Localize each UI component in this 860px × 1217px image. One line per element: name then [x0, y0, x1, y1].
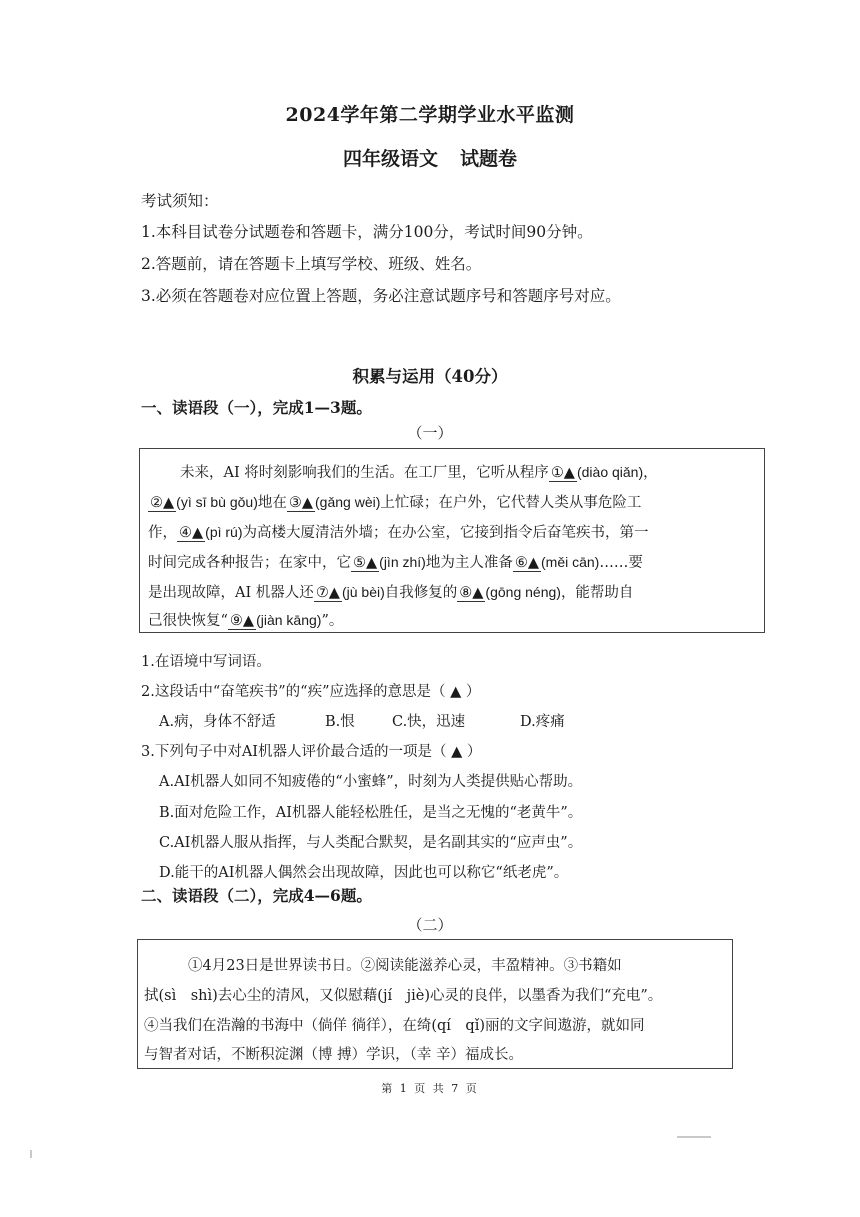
blank-3: ③▲ — [288, 495, 314, 511]
notice-item-3: 3.必须在答题卷对应位置上答题，务必注意试题序号和答题序号对应。 — [141, 287, 621, 305]
q3-option-a: A.AI机器人如同不知疲倦的“小蜜蜂”，时刻为人类提供贴心帮助。 — [159, 774, 583, 790]
section-title: 积累与运用（40分） — [352, 367, 508, 386]
q2-option-d: D.疼痛 — [520, 714, 565, 730]
notice-item-2: 2.答题前，请在答题卡上填写学校、班级、姓名。 — [141, 255, 482, 273]
exam-title: 2024学年第二学期学业水平监测 — [285, 104, 575, 126]
q2-option-b: B.恨 — [325, 714, 355, 730]
passage-box-1 — [139, 448, 765, 633]
subtitle-grade: 四年级语文 — [342, 148, 438, 170]
q2-option-a: A.病，身体不舒适 — [159, 714, 276, 730]
q3-option-c: C.AI机器人服从指挥，与人类配合默契，是名副其实的“应声虫”。 — [159, 835, 583, 851]
passage2-line-1: ①4月23日是世界读书日。②阅读能滋养心灵，丰盈精神。③书籍如 — [188, 958, 622, 974]
passage2-line-4: 与智者对话，不断积淀渊（博 搏）学识，（幸 辛）福成长。 — [144, 1047, 523, 1063]
passage1-line-3: 作， ④▲ (pì rú)为高楼大厦清洁外墙；在办公室，它接到指令后奋笔疾书，第一 — [148, 524, 649, 541]
blank-1: ①▲ — [550, 465, 575, 481]
part1-heading: 一、读语段（一），完成1—3题。 — [141, 398, 372, 417]
passage2-line-3: ④当我们在浩瀚的书海中（倘佯 徜徉），在绮(qí qǐ)丽的文字间遨游，就如同 — [144, 1018, 645, 1034]
subtitle-paper: 试题卷 — [460, 148, 518, 170]
question-2: 2.这段话中“奋笔疾书”的“疾”应选择的意思是（ ▲ ） — [141, 684, 481, 700]
blank-9: ⑨▲ — [229, 613, 255, 629]
passage-box-2 — [137, 939, 733, 1069]
blank-5: ⑤▲ — [353, 555, 378, 571]
page-footer: 第 1 页 共 7 页 — [381, 1082, 479, 1095]
blank-7: ⑦▲ — [315, 585, 340, 601]
q3-option-d: D.能干的AI机器人偶然会出现故障，因此也可以称它“纸老虎”。 — [159, 865, 569, 881]
passage2-line-2: 拭(sì shì)去心尘的清风，又似慰藉(jí jiè)心灵的良伴，以墨香为我们“充电”。 — [144, 988, 663, 1004]
blank-6: ⑥▲ — [514, 555, 539, 571]
passage1-line-6: 己很快恢复“ ⑨▲ (jiàn kāng)”。 — [148, 612, 344, 629]
exam-subtitle — [0, 144, 860, 171]
scan-mark-left — [30, 1150, 32, 1158]
passage1-line-1: 未来，AI 将时刻影响我们的生活。在工厂里，它听从程序 ①▲ (diào qiǎn)， — [180, 464, 658, 481]
part1-tag: （一） — [407, 424, 453, 442]
blank-4: ④▲ — [179, 525, 204, 541]
q3-option-b: B.面对危险工作，AI机器人能轻松胜任，是当之无愧的“老黄牛”。 — [159, 805, 583, 821]
passage1-line-4: 时间完成各种报告；在家中，它 ⑤▲ (jìn zhí)地为主人准备 ⑥▲ (měi cān)……要 — [148, 554, 643, 571]
scan-mark — [677, 1136, 711, 1138]
part2-heading: 二、读语段（二），完成4—6题。 — [141, 886, 372, 905]
passage1-line-5: 是出现故障，AI 机器人还 ⑦▲ (jù bèi)自我修复的 ⑧▲ (gōng néng)，能帮助自 — [148, 584, 634, 601]
notice-item-1: 1.本科目试卷分试题卷和答题卡，满分100分，考试时间90分钟。 — [141, 223, 593, 241]
blank-2: ②▲ — [150, 495, 175, 511]
passage1-line-2: ②▲ (yì sī bù gǒu)地在 ③▲ (gǎng wèi)上忙碌；在户外，它代替人类从事危险工 — [150, 494, 642, 511]
question-3: 3.下列句子中对AI机器人评价最合适的一项是（ ▲ ） — [141, 744, 482, 760]
question-1: 1.在语境中写词语。 — [141, 654, 271, 670]
blank-8: ⑧▲ — [459, 585, 484, 601]
q2-option-c: C.快，迅速 — [392, 714, 466, 730]
notice-heading: 考试须知： — [141, 192, 219, 210]
part2-tag: （二） — [407, 916, 453, 934]
